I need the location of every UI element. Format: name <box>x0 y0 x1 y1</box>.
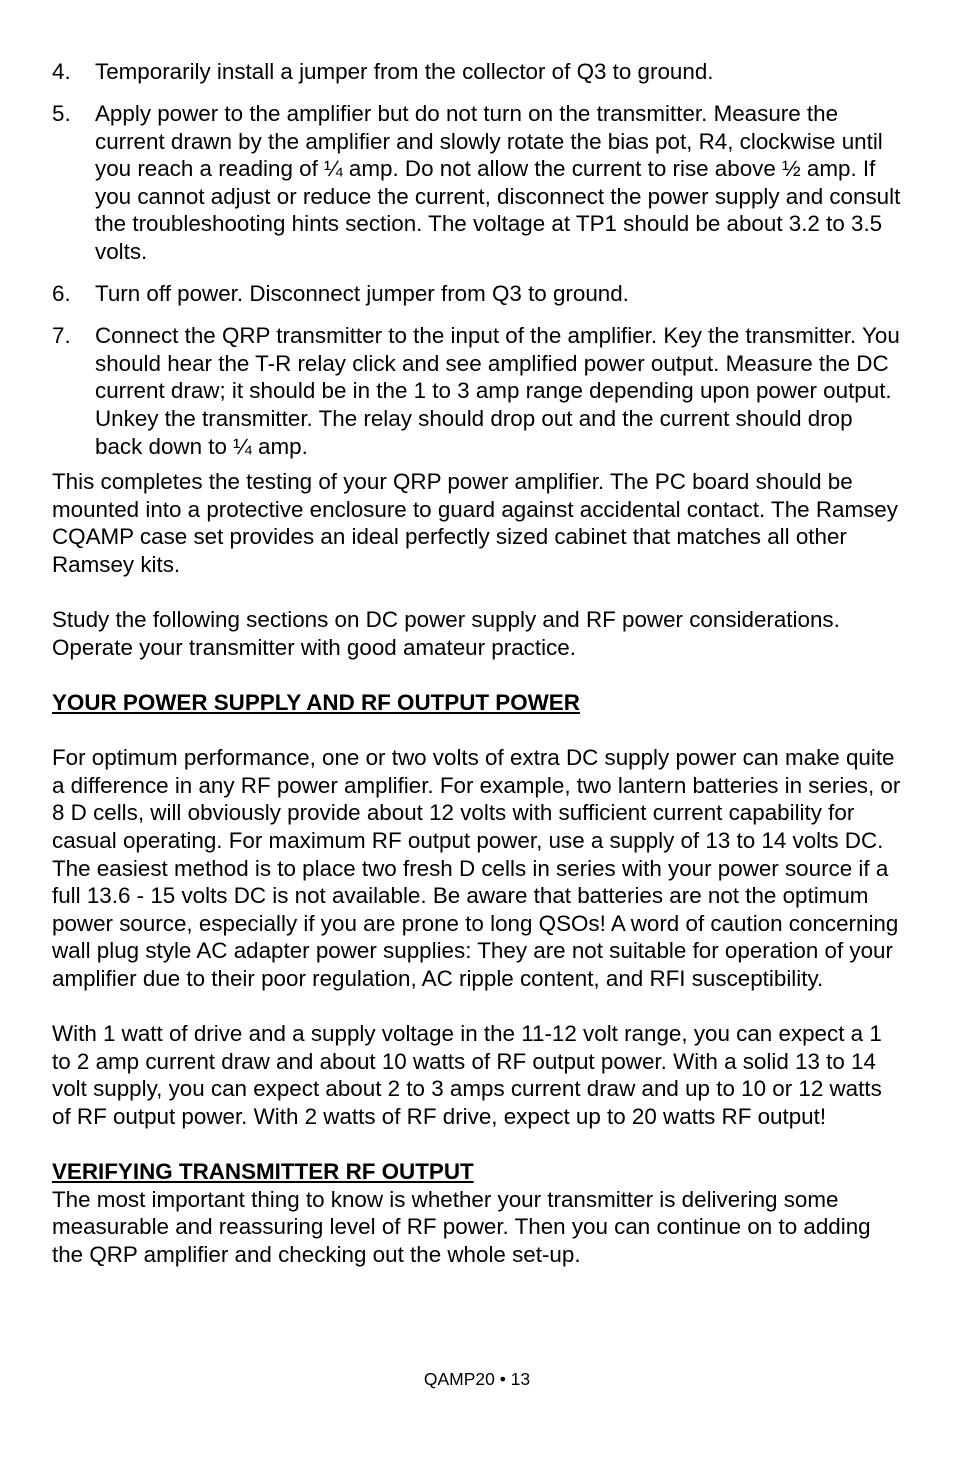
step-text: Apply power to the amplifier but do not turn on the transmitter. Measure the current drawn by the amplifier and slowly rotate the bias pot, R4, clockwise until you reach a reading of ¼ amp. Do not allow the current to rise above ½ amp. If you cannot adjust or reduce the current, disconnect the power supply and consult the troubleshooting hints section. The voltage at TP1 should be about 3.2 to 3.5 volts. <box>95 101 901 265</box>
step-text: Connect the QRP transmitter to the input of the amplifier. Key the transmitter. You should hear the T-R relay click and see amplified power output. Measure the DC current draw; it should be in the 1 to 3 amp range depending upon power output. Unkey the transmitter. The relay should drop out and the current should drop back down to ¼ amp. <box>95 323 900 459</box>
spacer <box>52 1130 904 1158</box>
step-text: Turn off power. Disconnect jumper from Q3 to ground. <box>95 281 629 307</box>
step-number: 6. <box>52 281 71 307</box>
step-number: 4. <box>52 59 71 84</box>
step-number: 5. <box>52 101 71 127</box>
power-supply-paragraph-1: For optimum performance, one or two volts of extra DC supply power can make quite a difference in any RF power amplifier. For example, two lantern batteries in series, or 8 D cells, will obviously provide about 12 volts with sufficient current capability for casual operating. For maximum RF output power, use a supply of 13 to 14 volts DC. The easiest method is to place two fresh D cells in series with your power source if a full 13.6 - 15 volts DC is not available. Be aware that batteries are not the optimum power source, especially if you are prone to long QSOs! A word of caution concerning wall plug style AC adapter power supplies: They are not suitable for operation of your amplifier due to their poor regulation, AC ripple content, and RFI susceptibility. <box>52 745 901 991</box>
spacer <box>52 661 904 689</box>
step-5 <box>52 100 904 266</box>
step-text: Temporarily install a jumper from the collector of Q3 to ground. <box>95 59 714 84</box>
verifying-output-paragraph: The most important thing to know is whether your transmitter is delivering some measurable and reassuring level of RF power. Then you can continue on to adding the QRP amplifier and checking out the whole set-up. <box>52 1186 871 1267</box>
procedure-steps <box>52 58 904 460</box>
spacer <box>52 717 904 745</box>
verifying-output-heading: VERIFYING TRANSMITTER RF OUTPUT <box>52 1159 474 1185</box>
step-number: 7. <box>52 323 71 349</box>
step-7 <box>52 322 904 460</box>
study-paragraph: Study the following sections on DC power supply and RF power considerations. Operate your transmitter with good amateur practice. <box>52 607 840 660</box>
document-page <box>52 58 904 1268</box>
power-supply-paragraph-2: With 1 watt of drive and a supply voltage in the 11-12 volt range, you can expect a 1 to 2 amp current draw and about 10 watts of RF output power. With a solid 13 to 14 volt supply, you can expect about 2 to 3 amps current draw and up to 10 or 12 watts of RF output power. With 2 watts of RF drive, expect up to 20 watts RF output! <box>52 1021 882 1129</box>
spacer <box>52 579 904 607</box>
page-footer: QAMP20 • 13 <box>423 1369 531 1389</box>
step-4 <box>52 58 904 86</box>
completion-paragraph: This completes the testing of your QRP power amplifier. The PC board should be mounted into a protective enclosure to guard against accidental contact. The Ramsey CQAMP case set provides an ideal perfectly sized cabinet that matches all other Ramsey kits. <box>52 469 898 577</box>
step-6 <box>52 280 904 308</box>
spacer <box>52 993 904 1021</box>
power-supply-heading: YOUR POWER SUPPLY AND RF OUTPUT POWER <box>52 689 580 715</box>
